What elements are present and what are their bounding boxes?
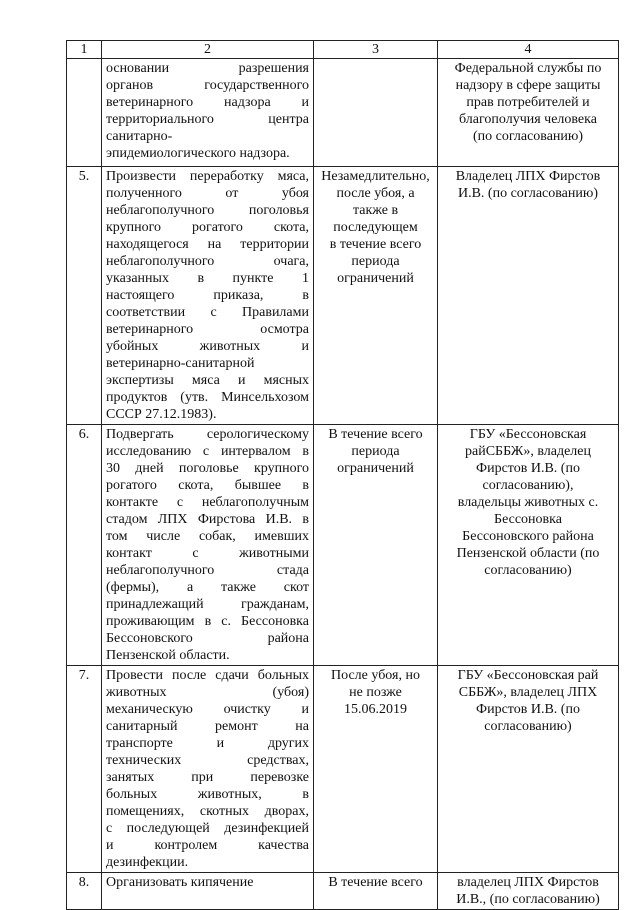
action-line: Бессоновского района xyxy=(106,631,309,646)
action-line: экспертизы мяса и мясных xyxy=(106,373,309,388)
term-cell xyxy=(314,167,438,425)
table-row xyxy=(67,873,619,910)
action-line: Организовать кипячение xyxy=(106,875,254,890)
action-line: помещениях, скотных дворах, xyxy=(106,804,309,819)
term-cell xyxy=(314,425,438,666)
action-line: технических средствах, xyxy=(106,753,309,768)
action-line: указанных в пункте 1 xyxy=(106,271,309,286)
responsible-text: ГБУ «Бессоновская рай СББЖ», владелец ЛПХ Фирстов И.В. (по согласованию) xyxy=(457,668,599,734)
table-row xyxy=(67,666,619,873)
action-line: исследованию с интервалом в xyxy=(106,444,309,459)
term-cell xyxy=(314,666,438,873)
term-text: В течение всего xyxy=(328,875,423,890)
action-line: полученного от убоя xyxy=(106,186,309,201)
action-line: принадлежащий гражданам, xyxy=(106,597,309,612)
action-line: эпидемиологического надзора. xyxy=(106,146,290,161)
action-line: контакте с неблагополучным xyxy=(106,495,309,510)
action-line: крупного рогатого скота, xyxy=(106,220,309,235)
action-cell xyxy=(102,59,314,167)
action-line: животных (убоя) xyxy=(106,685,309,700)
header-col-2: 2 xyxy=(102,41,314,59)
action-cell xyxy=(102,873,314,910)
action-line: находящегося на территории xyxy=(106,237,309,252)
action-line: соответствии с Правилами xyxy=(106,305,309,320)
action-line: ветеринарного осмотра xyxy=(106,322,309,337)
action-line: настоящего приказа, в xyxy=(106,288,309,303)
action-line: санитарно- xyxy=(106,129,173,144)
header-col-4: 4 xyxy=(438,41,619,59)
action-line: ветеринарного надзора и xyxy=(106,95,309,110)
responsible-text: Федеральной службы по надзору в сфере защиты прав потребителей и благополучия человека (по согласованию) xyxy=(454,61,602,144)
measures-table xyxy=(66,40,619,910)
term-cell xyxy=(314,59,438,167)
action-line: территориального центра xyxy=(106,112,309,127)
action-line: 30 дней поголовье крупного xyxy=(106,461,309,476)
term-text: После убоя, но не позже 15.06.2019 xyxy=(331,668,420,717)
row-number: 8. xyxy=(67,873,102,910)
action-cell xyxy=(102,425,314,666)
row-number: 6. xyxy=(67,425,102,666)
action-line: контакт с животными xyxy=(106,546,309,561)
table-row xyxy=(67,167,619,425)
action-line: Пензенской области. xyxy=(106,648,230,663)
action-line: убойных животных и xyxy=(106,339,309,354)
action-line: больных животных, в xyxy=(106,787,309,802)
row-number: 5. xyxy=(67,167,102,425)
action-line: ветеринарно-санитарной xyxy=(106,356,255,371)
row-number xyxy=(67,59,102,167)
action-line: дезинфекции. xyxy=(106,855,189,870)
action-line: неблагополучного поголовья xyxy=(106,203,309,218)
action-line: рогатого скота, бывшее в xyxy=(106,478,309,493)
action-line: проживающим в с. Бессоновка xyxy=(106,614,309,629)
action-line: санитарный ремонт на xyxy=(106,719,309,734)
responsible-cell xyxy=(438,167,619,425)
action-line: Произвести переработку мяса, xyxy=(106,169,309,184)
action-line: транспорте и других xyxy=(106,736,309,751)
header-col-1: 1 xyxy=(67,41,102,59)
action-line: СССР 27.12.1983). xyxy=(106,407,217,422)
responsible-text: ГБУ «Бессоновская райСББЖ», владелец Фирстов И.В. (по согласованию), владельцы животных с. Бессоновка Бессоновского района Пензенской области (по согласованию) xyxy=(456,427,600,578)
action-cell xyxy=(102,666,314,873)
action-line: основании разрешения xyxy=(106,61,309,76)
action-line: Провести после сдачи больных xyxy=(106,668,309,683)
action-line: с последующей дезинфекцией xyxy=(106,821,309,836)
action-line: Подвергать серологическому xyxy=(106,427,309,442)
action-line: и контролем качества xyxy=(106,838,309,853)
action-line: (фермы), а также скот xyxy=(106,580,309,595)
responsible-text: Владелец ЛПХ Фирстов И.В. (по согласованию) xyxy=(455,169,601,201)
action-line: механическую очистку и xyxy=(106,702,309,717)
term-cell xyxy=(314,873,438,910)
table-row xyxy=(67,425,619,666)
action-line: продуктов (утв. Минсельхозом xyxy=(106,390,309,405)
term-text: В течение всего периода ограничений xyxy=(328,427,423,476)
term-text: Незамедлительно, после убоя, а также в последующем в течение всего периода ограничений xyxy=(321,169,430,286)
header-col-3: 3 xyxy=(314,41,438,59)
action-cell xyxy=(102,167,314,425)
table-row xyxy=(67,59,619,167)
action-line: органов государственного xyxy=(106,78,309,93)
action-line: занятых при перевозке xyxy=(106,770,309,785)
action-line: неблагополучного стада xyxy=(106,563,309,578)
responsible-cell xyxy=(438,873,619,910)
responsible-cell xyxy=(438,425,619,666)
action-line: неблагополучного очага, xyxy=(106,254,309,269)
table-header-row xyxy=(67,41,619,59)
responsible-cell xyxy=(438,666,619,873)
action-line: стадом ЛПХ Фирстова И.В. в xyxy=(106,512,309,527)
row-number: 7. xyxy=(67,666,102,873)
responsible-cell xyxy=(438,59,619,167)
responsible-text: владелец ЛПХ Фирстов И.В., (по согласованию) xyxy=(456,875,600,907)
action-line: том числе собак, имевших xyxy=(106,529,309,544)
